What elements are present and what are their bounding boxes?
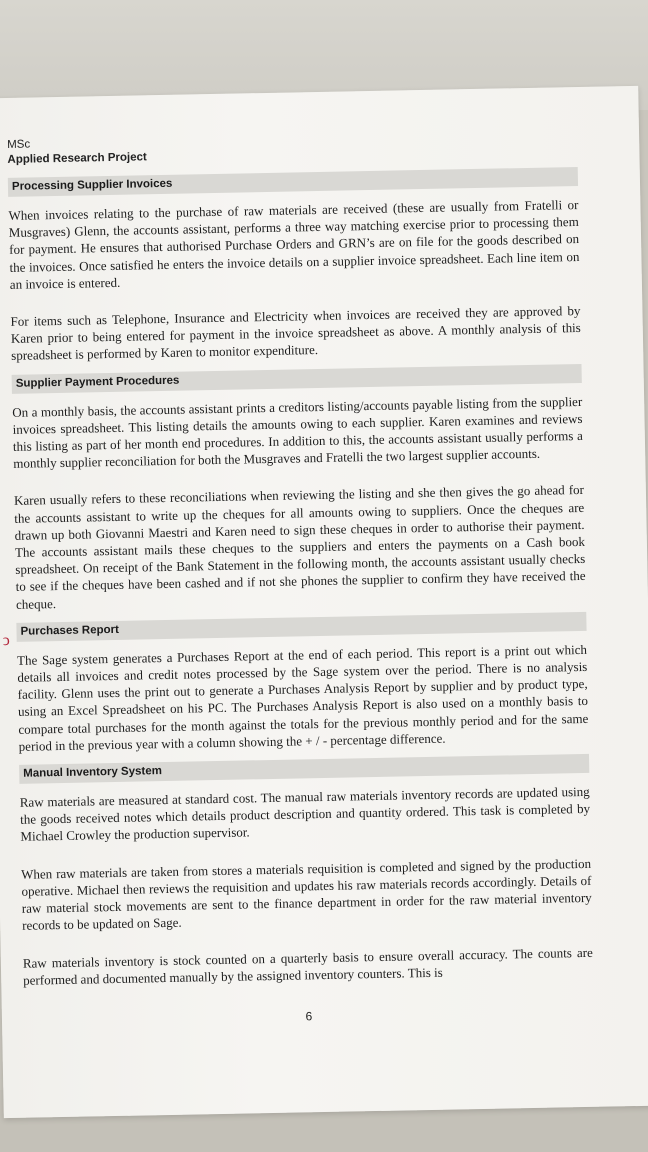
pen-tick-mark-icon: ↄ — [2, 631, 10, 649]
page-number: 6 — [305, 1009, 313, 1024]
section-heading: Manual Inventory System — [19, 754, 589, 784]
paragraph: Raw materials inventory is stock counted on a quarterly basis to ensure overall accuracy. The counts are performed and documented manually by the assigned inventory counters. This is — [22, 944, 593, 988]
paragraph: Karen usually refers to these reconciliations when reviewing the listing and she then gives the go ahead for the accounts assistant to write up the cheques for all amounts owing to suppliers. Once the cheques are drawn up both Giovanni Maestri and Karen need to sign these cheques in order to authorise their payment. The accounts assistant mails these cheques to the suppliers and enters the payments on a Cash book spreadsheet. On receipt of the Bank Statement in the following month, the accounts assistant usually checks to see if the cheques have been cashed and if not she phones the supplier to confirm they have received the cheque. — [13, 482, 586, 612]
paragraph: Raw materials are measured at standard cost. The manual raw materials inventory records are updated using the goods received notes which details product description and quantity ordered. This task is completed by Michael Crowley the production supervisor. — [19, 783, 591, 845]
course-label: MSc — [7, 138, 31, 151]
paragraph: The Sage system generates a Purchases Report at the end of each period. This report is a print out which details all invoices and credit notes processed by the Sage system over the period. There is no analysis facility. Glenn uses the print out to generate a Purchases Analysis Report by supplier and by product type, using an Excel Spreadsheet on his PC. The Purchases Analysis Report is also used on a monthly basis to compare total purchases for the month against the totals for the previous monthly period and for the same period in the previous year with a column showing the + / - percentage difference. — [16, 641, 589, 754]
paragraph: On a monthly basis, the accounts assistant prints a creditors listing/accounts payable listing from the supplier invoices spreadsheet. This listing details the amounts owing to each supplier. Karen examines and reviews this listing as part of her month end procedures. In addition to this, the accounts assistant usually performs a monthly supplier reconciliation for both the Musgraves and Fratelli the two largest supplier accounts. — [12, 393, 583, 472]
paragraph: When raw materials are taken from stores a materials requisition is completed and signed by the production operative. Michael then reviews the requisition and updates his raw materials records accordingly. Details of raw material stock movements are sent to the finance department in order for the raw material inventory records to be updated on Sage. — [21, 855, 592, 934]
page-content — [2, 127, 594, 1029]
paragraph: When invoices relating to the purchase of raw materials are received (these are usually from Fratelli or Musgraves) Glenn, the accounts assistant, performs a three way matching exercise prior to processing them for payment. He ensures that authorised Purchase Orders and GRN’s are on file for the goods described on the invoices. Once satisfied he enters the invoice details on a supplier invoice spreadsheet. Each line item on an invoice is entered. — [8, 196, 580, 292]
project-title: Applied Research Project — [7, 151, 147, 166]
section-heading: Supplier Payment Procedures — [12, 364, 582, 394]
section-processing-invoices — [8, 167, 581, 365]
paragraph: For items such as Telephone, Insurance and Electricity when invoices are received they are approved by Karen prior to being entered for payment in the invoice spreadsheet as above. A monthly analysis of this spreadsheet is performed by Karen to monitor expenditure. — [10, 302, 581, 364]
document-page — [0, 86, 648, 1118]
section-heading: Processing Supplier Invoices — [8, 167, 578, 197]
section-manual-inventory — [19, 754, 593, 989]
section-supplier-payment — [12, 364, 586, 613]
section-heading: Purchases Report — [16, 612, 586, 642]
section-purchases-report — [2, 612, 589, 755]
